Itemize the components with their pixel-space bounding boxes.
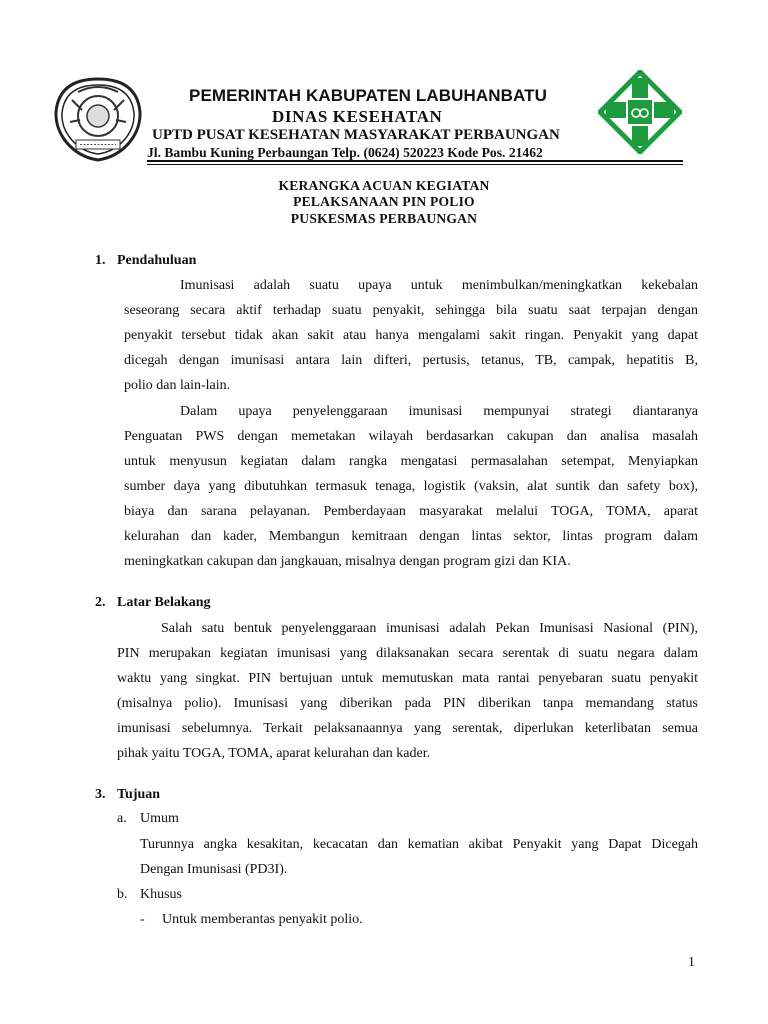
- section-heading-tujuan: Tujuan: [117, 787, 161, 802]
- letterhead-rule: [147, 160, 683, 162]
- section-heading-pendahuluan: Pendahuluan: [117, 253, 197, 268]
- paragraph-line: Imunisasi adalah suatu upaya untuk menimbulkan/meningkatkan kekebalan: [180, 278, 698, 293]
- subsection-title-umum: Umum: [140, 811, 179, 826]
- page-number: 1: [688, 955, 695, 970]
- section-1-paragraph-2: [124, 399, 698, 574]
- subsection-label: a.: [117, 811, 127, 826]
- doc-title-line-3: PUSKESMAS PERBAUNGAN: [290, 211, 478, 226]
- subsection-umum-text: [140, 832, 698, 882]
- regency-seal-icon: [52, 76, 144, 162]
- letterhead-government: PEMERINTAH KABUPATEN LABUHANBATU: [189, 86, 547, 105]
- letterhead-rule-thin: [147, 164, 683, 165]
- paragraph-line: sumber daya yang dibutuhkan termasuk tenaga, logistik (vaksin, alat suntik dan safety box),: [124, 479, 698, 494]
- paragraph-line: waktu yang singkat. PIN bertujuan untuk memutuskan mata rantai penyebaran suatu penyakit: [117, 671, 698, 686]
- letterhead-address: Jl. Bambu Kuning Perbaungan Telp. (0624) 520223 Kode Pos. 21462: [147, 145, 543, 160]
- paragraph-line: PIN merupakan kegiatan imunisasi yang dilaksanakan secara serentak di suatu negara dalam: [117, 646, 698, 661]
- paragraph-line: biaya dan sarana pelayanan. Pemberdayaan masyarakat melalui TOGA, TOMA, aparat: [124, 504, 698, 519]
- paragraph-line: pihak yaitu TOGA, TOMA, aparat kelurahan dan kader.: [117, 746, 431, 761]
- paragraph-line: polio dan lain-lain.: [124, 378, 231, 393]
- letterhead-agency: DINAS KESEHATAN: [272, 107, 443, 126]
- paragraph-line: Turunnya angka kesakitan, kecacatan dan kematian akibat Penyakit yang Dapat Dicegah: [140, 837, 698, 852]
- list-item: Untuk memberantas penyakit polio.: [162, 912, 363, 927]
- paragraph-line: kelurahan dan kader, Membangun kemitraan dengan lintas sektor, lintas program dalam: [124, 529, 698, 544]
- letterhead-unit: UPTD PUSAT KESEHATAN MASYARAKAT PERBAUNGAN: [152, 127, 560, 143]
- paragraph-line: dicegah dengan imunisasi antara lain difteri, pertusis, tetanus, TB, campak, hepatitis B,: [124, 353, 698, 368]
- paragraph-line: Salah satu bentuk penyelenggaraan imunisasi adalah Pekan Imunisasi Nasional (PIN),: [161, 621, 698, 636]
- section-2-paragraph: [117, 616, 698, 766]
- section-number: 3.: [95, 787, 106, 802]
- section-number: 1.: [95, 253, 106, 268]
- doc-title-line-1: KERANGKA ACUAN KEGIATAN: [278, 178, 490, 193]
- section-1-paragraph-1: [124, 273, 698, 398]
- paragraph-line: untuk menyusun kegiatan dalam rangka mengatasi permasalahan setempat, Menyiapkan: [124, 454, 698, 469]
- paragraph-line: Dengan Imunisasi (PD3I).: [140, 862, 288, 877]
- paragraph-line: Penguatan PWS dengan memetakan wilayah berdasarkan cakupan dan analisa masalah: [124, 429, 698, 444]
- paragraph-line: Dalam upaya penyelenggaraan imunisasi mempunyai strategi diantaranya: [180, 404, 698, 419]
- paragraph-line: penyakit tersebut tidak akan sakit atau hanya mengalami sakit ringan. Penyakit yang dapat: [124, 328, 698, 343]
- doc-title-line-2: PELAKSANAAN PIN POLIO: [293, 194, 475, 209]
- health-cross-logo-icon: [598, 70, 682, 154]
- paragraph-line: imunisasi sebelumnya. Terkait pelaksanaannya yang serentak, diperlukan keterlibatan semua: [117, 721, 698, 736]
- section-heading-latar-belakang: Latar Belakang: [117, 595, 211, 610]
- list-dash: -: [140, 912, 145, 927]
- paragraph-line: seseorang secara aktif terhadap suatu penyakit, sehingga bila suatu saat terpajan dengan: [124, 303, 698, 318]
- subsection-label: b.: [117, 887, 128, 902]
- section-number: 2.: [95, 595, 106, 610]
- paragraph-line: (misalnya polio). Imunisasi yang diberikan pada PIN diberikan tanpa memandang status: [117, 696, 698, 711]
- subsection-title-khusus: Khusus: [140, 887, 183, 902]
- paragraph-line: meningkatkan cakupan dan jangkauan, misalnya dengan program gizi dan KIA.: [124, 554, 571, 569]
